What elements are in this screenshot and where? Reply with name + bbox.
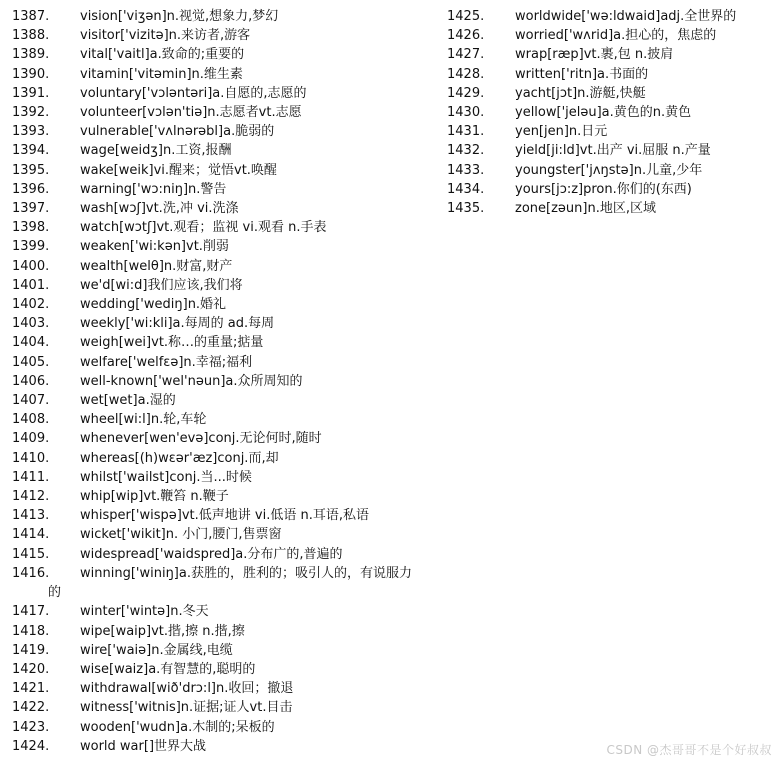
entry-number: 1424.: [12, 738, 50, 754]
entry-definition: well-known['wel'nəun]a.众所周知的: [80, 373, 303, 389]
entry-definition: warning['wɔ:niŋ]n.警告: [80, 181, 227, 197]
entry-number: 1427.: [447, 47, 485, 63]
vocab-entry: [12, 257, 422, 276]
entry-number: 1416.: [12, 565, 50, 581]
entry-definition: weekly['wi:kli]a.每周的 ad.每周: [80, 316, 275, 332]
entry-definition: wet[wet]a.湿的: [80, 393, 176, 409]
vocab-entry: [12, 333, 422, 352]
entry-definition: visitor['vizitə]n.来访者,游客: [80, 28, 251, 44]
vocab-entry: [447, 180, 767, 199]
vocab-entry: [12, 679, 422, 698]
entry-definition: yen[jen]n.日元: [515, 124, 608, 140]
vocab-entry: [12, 737, 422, 756]
entry-number: 1431.: [447, 124, 485, 140]
entry-number: 1433.: [447, 162, 485, 178]
vocab-entry: [12, 7, 422, 26]
vocab-entry: [12, 660, 422, 679]
vocab-entry: [12, 26, 422, 45]
entry-number: 1404.: [12, 335, 50, 351]
entry-number: 1411.: [12, 469, 50, 485]
vocab-entry: [447, 122, 767, 141]
entry-number: 1392.: [12, 105, 50, 121]
entry-definition: wedding['wediŋ]n.婚礼: [80, 297, 227, 313]
entry-definition: weaken['wi:kən]vt.削弱: [80, 239, 229, 255]
entry-number: 1391.: [12, 85, 50, 101]
vocab-entry: [12, 545, 422, 564]
vocab-entry: [12, 295, 422, 314]
entry-number: 1429.: [447, 85, 485, 101]
vocab-entry: [12, 84, 422, 103]
vocab-entry: [12, 622, 422, 641]
entry-definition: wealth[welθ]n.财富,财产: [80, 258, 233, 274]
entry-number: 1406.: [12, 373, 50, 389]
entry-number: 1426.: [447, 28, 485, 44]
entry-definition: witness['witnis]n.证据;证人vt.目击: [80, 700, 293, 716]
entry-definition: wash[wɔʃ]vt.洗,冲 vi.洗涤: [80, 201, 239, 217]
vocab-entry: [447, 7, 767, 26]
entry-definition: whereas[(h)wɛər'æz]conj.而,却: [80, 450, 279, 466]
entry-definition: vital['vaitl]a.致命的;重要的: [80, 47, 245, 63]
entry-number: 1401.: [12, 277, 50, 293]
vocab-entry: [12, 391, 422, 410]
vocab-entry: [12, 218, 422, 237]
entry-number: 1409.: [12, 431, 50, 447]
entry-number: 1395.: [12, 162, 50, 178]
entry-number: 1434.: [447, 181, 485, 197]
vocab-entry: [12, 564, 422, 602]
entry-number: 1428.: [447, 66, 485, 82]
vocab-entry: [12, 372, 422, 391]
vocab-entry: [447, 45, 767, 64]
vocab-column-left: [12, 7, 422, 756]
entry-number: 1410.: [12, 450, 50, 466]
vocab-entry: [12, 718, 422, 737]
vocab-entry: [12, 449, 422, 468]
entry-definition: whenever[wen'evə]conj.无论何时,随时: [80, 431, 322, 447]
entry-number: 1388.: [12, 28, 50, 44]
watermark: CSDN @杰哥哥不是个好叔叔: [606, 743, 772, 757]
entry-definition: wooden['wudn]a.木制的;呆板的: [80, 719, 275, 735]
entry-definition: yield[ji:ld]vt.出产 vi.屈服 n.产量: [515, 143, 711, 159]
vocab-entry: [447, 199, 767, 218]
entry-definition: world war[]世界大战: [80, 738, 207, 754]
entry-definition: wrap[ræp]vt.裹,包 n.披肩: [515, 47, 674, 63]
entry-number: 1415.: [12, 546, 50, 562]
entry-number: 1421.: [12, 681, 50, 697]
entry-definition: yours[jɔ:z]pron.你们的(东西): [515, 181, 692, 197]
entry-definition: volunteer[vɔlən'tiə]n.志愿者vt.志愿: [80, 105, 302, 121]
vocab-entry: [12, 180, 422, 199]
vocab-entry: [12, 314, 422, 333]
entry-definition: yellow['jeləu]a.黄色的n.黄色: [515, 105, 692, 121]
vocab-entry: [12, 122, 422, 141]
entry-number: 1387.: [12, 9, 50, 24]
entry-definition: voluntary['vɔləntəri]a.自愿的,志愿的: [80, 85, 307, 101]
entry-number: 1432.: [447, 143, 485, 159]
entry-definition: wipe[waip]vt.揩,擦 n.揩,擦: [80, 623, 245, 639]
entry-number: 1397.: [12, 201, 50, 217]
vocab-column-right: [447, 7, 767, 218]
entry-number: 1422.: [12, 700, 50, 716]
entry-number: 1412.: [12, 489, 50, 505]
entry-definition: we'd[wi:d]我们应该,我们将: [80, 277, 243, 293]
entry-number: 1399.: [12, 239, 50, 255]
entry-definition: worried['wʌrid]a.担心的，焦虑的: [515, 28, 717, 44]
entry-definition: zone[zəun]n.地区,区域: [515, 201, 656, 217]
entry-number: 1419.: [12, 642, 50, 658]
vocab-entry: [12, 410, 422, 429]
vocab-entry: [12, 602, 422, 621]
entry-definition: wicket['wikit]n. 小门,腰门,售票窗: [80, 527, 282, 543]
entry-number: 1400.: [12, 258, 50, 274]
entry-number: 1418.: [12, 623, 50, 639]
entry-number: 1390.: [12, 66, 50, 82]
vocab-entry: [12, 161, 422, 180]
entry-definition: widespread['waidspred]a.分布广的,普遍的: [80, 546, 343, 562]
entry-definition: wise[waiz]a.有智慧的,聪明的: [80, 661, 256, 677]
entry-number: 1430.: [447, 105, 485, 121]
vocab-entry: [12, 199, 422, 218]
vocab-entry: [12, 641, 422, 660]
entry-definition: written['ritn]a.书面的: [515, 66, 649, 82]
entry-definition: wake[weik]vi.醒来；觉悟vt.唤醒: [80, 162, 277, 178]
entry-number: 1408.: [12, 412, 50, 428]
entry-number: 1398.: [12, 220, 50, 236]
vocab-entry: [447, 26, 767, 45]
entry-definition: winter['wintə]n.冬天: [80, 604, 209, 620]
entry-number: 1393.: [12, 124, 50, 140]
entry-definition: withdrawal[wið'drɔ:l]n.收回；撤退: [80, 681, 294, 697]
vocab-entry: [12, 468, 422, 487]
entry-number: 1435.: [447, 201, 485, 217]
entry-definition: vitamin['vitəmin]n.维生素: [80, 66, 243, 82]
vocab-entry: [12, 103, 422, 122]
vocab-entry: [12, 506, 422, 525]
entry-definition: vision['viʒən]n.视觉,想象力,梦幻: [80, 9, 279, 24]
vocab-entry: [12, 353, 422, 372]
vocab-entry: [12, 237, 422, 256]
entry-definition: yacht[jɔt]n.游艇,快艇: [515, 85, 646, 101]
entry-definition: whisper['wispə]vt.低声地讲 vi.低语 n.耳语,私语: [80, 508, 369, 524]
entry-number: 1425.: [447, 9, 485, 24]
entry-definition: winning['winiŋ]a.获胜的，胜利的；吸引人的，有说服力的: [48, 565, 412, 601]
entry-number: 1417.: [12, 604, 50, 620]
vocab-entry: [12, 525, 422, 544]
entry-definition: watch[wɔtʃ]vt.观看；监视 vi.观看 n.手表: [80, 220, 327, 236]
entry-definition: youngster['jʌŋstə]n.儿童,少年: [515, 162, 703, 178]
vocab-entry: [447, 65, 767, 84]
entry-definition: wheel[wi:l]n.轮,车轮: [80, 412, 207, 428]
entry-number: 1405.: [12, 354, 50, 370]
vocab-entry: [447, 141, 767, 160]
vocab-entry: [12, 429, 422, 448]
entry-number: 1394.: [12, 143, 50, 159]
vocab-entry: [447, 103, 767, 122]
entry-definition: whip[wip]vt.鞭笞 n.鞭子: [80, 489, 229, 505]
entry-definition: vulnerable['vʌlnərəbl]a.脆弱的: [80, 124, 275, 140]
vocab-entry: [12, 141, 422, 160]
entry-number: 1403.: [12, 316, 50, 332]
vocab-entry: [447, 161, 767, 180]
vocab-entry: [447, 84, 767, 103]
entry-number: 1420.: [12, 661, 50, 677]
entry-definition: wage[weidʒ]n.工资,报酬: [80, 143, 232, 159]
vocab-entry: [12, 45, 422, 64]
entry-definition: wire['waiə]n.金属线,电缆: [80, 642, 233, 658]
vocab-entry: [12, 65, 422, 84]
entry-number: 1423.: [12, 719, 50, 735]
vocab-entry: [12, 487, 422, 506]
entry-number: 1396.: [12, 181, 50, 197]
vocab-entry: [12, 276, 422, 295]
entry-number: 1414.: [12, 527, 50, 543]
entry-definition: whilst['wailst]conj.当...时候: [80, 469, 252, 485]
entry-number: 1413.: [12, 508, 50, 524]
entry-definition: worldwide['wə:ldwaid]adj.全世界的: [515, 9, 737, 24]
entry-number: 1407.: [12, 393, 50, 409]
entry-definition: weigh[wei]vt.称…的重量;掂量: [80, 335, 264, 351]
entry-definition: welfare['welfɛə]n.幸福;福利: [80, 354, 253, 370]
vocab-entry: [12, 698, 422, 717]
entry-number: 1389.: [12, 47, 50, 63]
entry-number: 1402.: [12, 297, 50, 313]
